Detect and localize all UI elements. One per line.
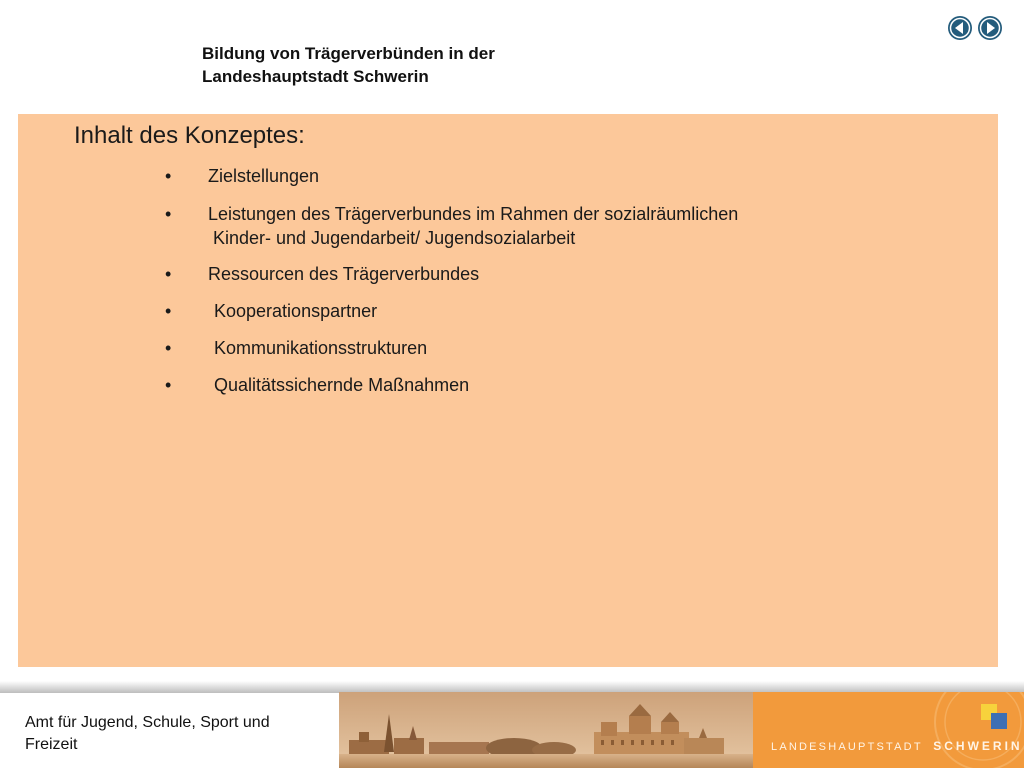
city-logo-text xyxy=(771,739,1023,753)
list-item-text: Qualitätssichernde Maßnahmen xyxy=(214,375,470,395)
content-panel xyxy=(18,114,998,667)
city-logo-text-2: SCHWERIN xyxy=(933,739,1023,753)
arrow-left-icon xyxy=(947,15,973,41)
page-title-line-2: Landeshauptstadt Schwerin xyxy=(202,67,429,86)
city-logo xyxy=(753,692,1024,768)
city-emblem-icon xyxy=(981,704,1011,734)
department-name-line-1: Amt für Jugend, Schule, Sport und xyxy=(25,714,270,731)
department-name xyxy=(25,712,325,756)
list-item-text: Zielstellungen xyxy=(208,166,320,186)
bullet-icon: • xyxy=(165,166,172,186)
list-item xyxy=(165,262,738,299)
panel-heading: Inhalt des Konzeptes: xyxy=(74,122,305,149)
city-skyline-image xyxy=(339,692,753,768)
previous-slide-button[interactable] xyxy=(947,15,973,41)
bullet-icon: • xyxy=(165,375,172,395)
bullet-icon: • xyxy=(165,204,172,224)
city-logo-text-1: LANDESHAUPTSTADT xyxy=(771,741,923,753)
department-name-line-2: Freizeit xyxy=(25,736,78,753)
list-item xyxy=(165,202,738,262)
list-item xyxy=(165,299,738,336)
list-item-text: Kooperationspartner xyxy=(214,301,378,321)
page-title xyxy=(202,42,495,88)
page-title-line-1: Bildung von Trägerverbünden in der xyxy=(202,44,495,63)
bullet-list xyxy=(165,164,738,410)
list-item-text: Kommunikationsstrukturen xyxy=(214,338,428,358)
bullet-icon: • xyxy=(165,301,172,321)
list-item-text: Ressourcen des Trägerverbundes xyxy=(208,264,480,284)
bullet-icon: • xyxy=(165,338,172,358)
next-slide-button[interactable] xyxy=(977,15,1003,41)
arrow-right-icon xyxy=(977,15,1003,41)
list-item xyxy=(165,164,738,202)
list-item xyxy=(165,373,738,410)
list-item xyxy=(165,336,738,373)
list-item-text-continued: Kinder- und Jugendarbeit/ Jugendsozialarbeit xyxy=(213,228,576,248)
list-item-text: Leistungen des Trägerverbundes im Rahmen der sozialräumlichen xyxy=(208,204,739,224)
bullet-icon: • xyxy=(165,264,172,284)
